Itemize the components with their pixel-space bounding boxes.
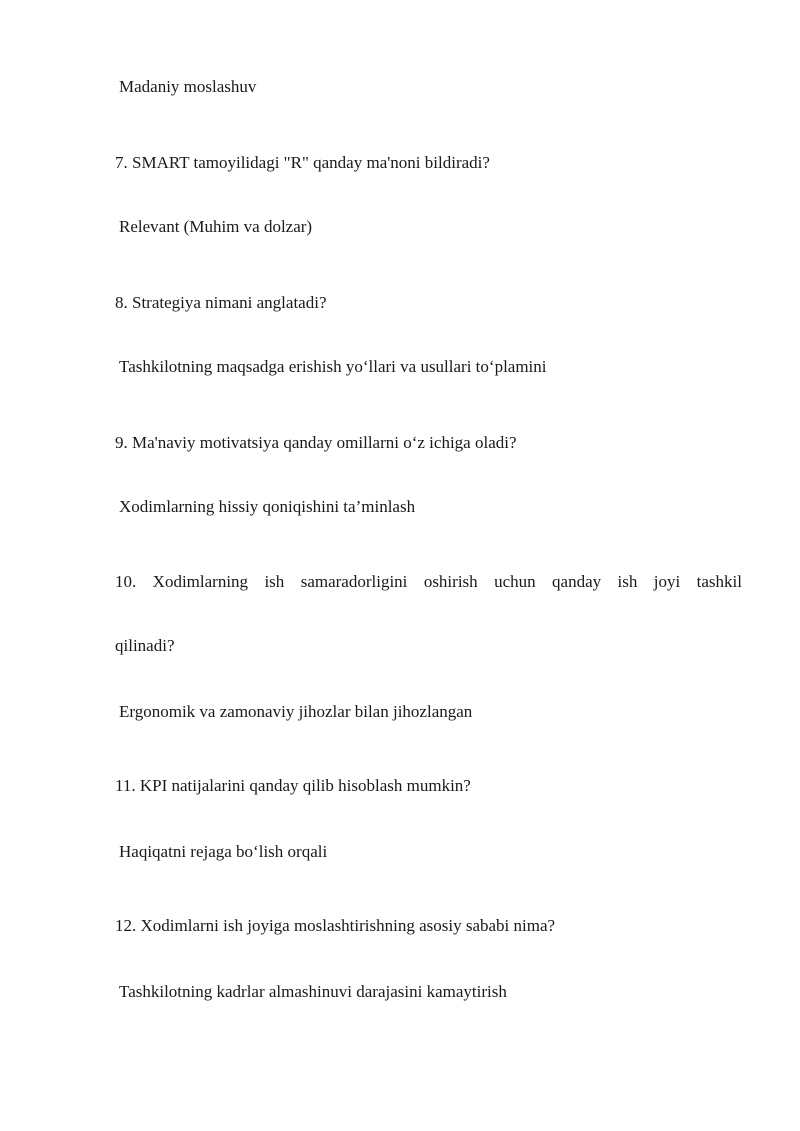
question-text: 11. KPI natijalarini qanday qilib hisoblash mumkin? [115, 776, 471, 795]
answer-text: Xodimlarning hissiy qoniqishini ta’minlash [119, 497, 416, 516]
answer-text: Madaniy moslashuv [119, 77, 257, 96]
question-text-line2: qilinadi? [115, 636, 175, 655]
answer-text: Relevant (Muhim va dolzar) [119, 217, 313, 236]
question-text: 9. Ma'naviy motivatsiya qanday omillarni o‘z ichiga oladi? [115, 433, 517, 452]
question-text-line1: 10. Xodimlarning ish samaradorligini oshirish uchun qanday ish joyi tashkil [115, 572, 742, 591]
answer-text: Tashkilotning maqsadga erishish yo‘llari va usullari to‘plamini [119, 357, 547, 376]
question-text: 12. Xodimlarni ish joyiga moslashtirishning asosiy sababi nima? [115, 916, 556, 935]
answer-text: Haqiqatni rejaga bo‘lish orqali [119, 842, 328, 861]
answer-text: Ergonomik va zamonaviy jihozlar bilan jihozlangan [119, 702, 473, 721]
question-text: 7. SMART tamoyilidagi "R" qanday ma'noni bildiradi? [115, 153, 490, 172]
answer-text: Tashkilotning kadrlar almashinuvi darajasini kamaytirish [119, 982, 507, 1001]
question-text: 8. Strategiya nimani anglatadi? [115, 293, 327, 312]
